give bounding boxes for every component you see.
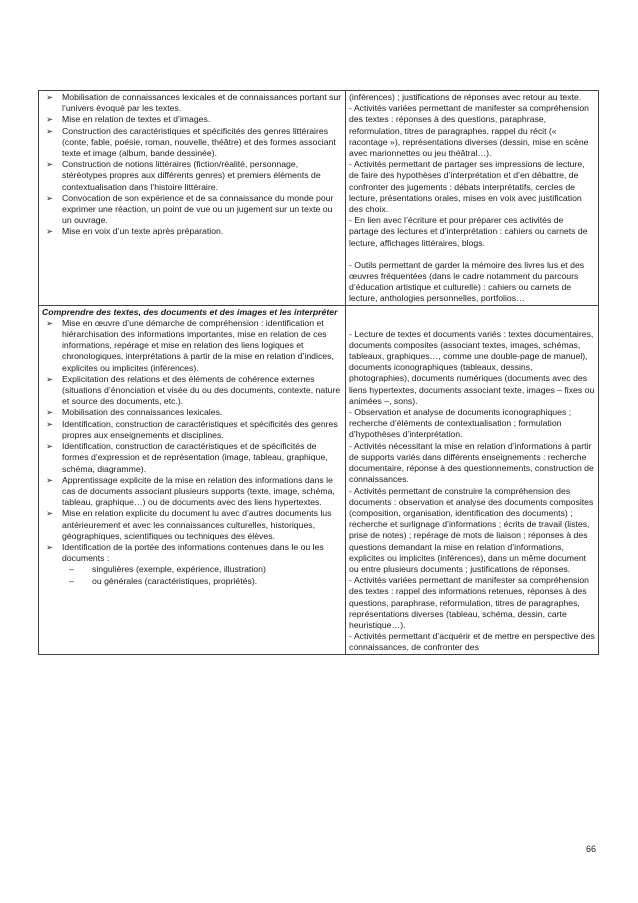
programme-table [38, 90, 599, 655]
activity-paragraph: - Activités permettant d’acquérir et de mettre en perspective des connaissances, de confronter des [349, 631, 595, 653]
dash-sublist [62, 564, 342, 586]
arrow-bullet-icon: ➢ [46, 114, 54, 125]
row1-bullet-list [42, 92, 342, 238]
list-item: – ou générales (caractéristiques, propriétés). [69, 575, 258, 586]
list-item: ➢ Explicitation des relations et des éléments de cohérence externes (situations d’énonciation et visée du ou des documents, contexte, nature et source des documents, etc.). [46, 373, 341, 407]
list-item: ➢ Identification, construction de caractéristiques et spécificités des genres propres aux enseignements et disciplines. [46, 418, 338, 440]
list-item: – singulières (exemple, expérience, illustration) [69, 564, 266, 575]
list-item: ➢ Mise en voix d’un texte après préparation. [46, 226, 224, 237]
list-item: ➢ Construction de notions littéraires (fiction/réalité, personnage, stéréotypes propres aux différents genres) et premiers éléments de contextualisation dans l’histoire littéraire. [46, 159, 321, 192]
dash-bullet-icon: – [69, 575, 74, 586]
list-item: ➢ Construction des caractéristiques et spécificités des genres littéraires (conte, fable, poésie, roman, nouvelle, théâtre) et des formes associant texte et image (album, bande dessinée). [46, 125, 336, 159]
list-item: ➢ Mobilisation de connaissances lexicales et de connaissances portant sur l’univers évoqué par les textes. [46, 92, 342, 114]
activity-paragraph: - Lecture de textes et documents variés : textes documentaires, documents composites (associant textes, images, schémas, tableaux, graphiques…, comme une double-page de manuel), documents iconographiques (tableaux, dessins, photographies), documents numériques (documents avec des liens hypertextes, documents associant texte, images – fixes ou animées –, sons). [349, 328, 595, 406]
row1-right-cell [346, 91, 599, 306]
activity-paragraph: - Observation et analyse de documents iconographiques ; recherche d’éléments de contextualisation ; formulation d’hypothèses d’interprétation. [349, 407, 572, 440]
list-item: ➢ Convocation de son expérience et de sa connaissance du monde pour exprimer une réaction, un point de vue ou un jugement sur un texte ou un ouvrage. [46, 192, 334, 226]
arrow-bullet-icon: ➢ [46, 474, 54, 485]
arrow-bullet-icon: ➢ [46, 192, 54, 203]
row2-bullet-list [42, 318, 342, 587]
paragraph-spacer [349, 307, 595, 329]
list-item: ➢ Mobilisation des connaissances lexicales. [46, 407, 223, 418]
paragraph-spacer [349, 249, 595, 260]
table-row-2 [39, 305, 599, 654]
row2-left-cell [39, 305, 346, 654]
activity-paragraph: (inférences) ; justifications de réponses avec retour au texte. [349, 92, 582, 102]
activity-paragraph: - Outils permettant de garder la mémoire des livres lus et des œuvres fréquentées (dans le cadre notamment du parcours d’éducation artistique et culturelle) : cahiers ou carnets de lecture, anthologies personnelles, portfolios… [349, 259, 585, 304]
arrow-bullet-icon: ➢ [46, 159, 54, 170]
arrow-bullet-icon: ➢ [46, 317, 54, 328]
list-item: ➢ Identification de la portée des informations contenues dans le ou les documents : – singulières (exemple, expérience, illustration) – ou générales (caractéristiques, propriétés). [42, 542, 342, 587]
arrow-bullet-icon: ➢ [46, 508, 54, 519]
row1-left-cell [39, 91, 346, 306]
list-item: ➢ Identification, construction de caractéristiques et de spécificités de formes d’expression et de représentation (image, tableau, graphique, schéma, diagramme). [46, 441, 328, 474]
row2-right-cell [346, 305, 599, 654]
arrow-bullet-icon: ➢ [46, 226, 54, 237]
arrow-bullet-icon: ➢ [46, 407, 54, 418]
arrow-bullet-icon: ➢ [46, 373, 54, 384]
list-item: ➢ Mise en œuvre d’une démarche de compréhension : identification et hiérarchisation des informations importantes, mise en relation de ces informations, repérage et mise en relation des liens logiques et chronologiques, interprétations à partir de la mise en relation d’indices, explicites ou implicites (inférences). [46, 317, 334, 373]
activity-paragraph: - Activités permettant de construire la compréhension des documents : observation et analyse des documents composites (composition, organisation, identification des documents) ; recherche et surlignage d’informations ; écrits de travail (listes, prise de notes) ; repérage de mots de liaison ; réponses à des questions demandant la mise en relation d’informations, explicites ou implicites (inférences), dans un même document ou entre plusieurs documents ; justifications de réponses. [349, 485, 594, 574]
section-title: Comprendre des textes, des documents et des images et les interpréter [42, 306, 338, 317]
page-number: 66 [586, 844, 597, 854]
arrow-bullet-icon: ➢ [46, 92, 54, 102]
list-item: ➢ Mise en relation explicite du document lu avec d’autres documents lus antérieurement et avec les connaissances culturelles, historiques, géographiques, scientifiques ou techniques des élèves. [46, 508, 332, 541]
activity-paragraph: - Activités permettant de partager ses impressions de lecture, de faire des hypothèses d’interprétation et d’en débattre, de confronter des jugements : débats interprétatifs, cercles de lecture, présentations orales, mises en voix avec justification des choix. [349, 159, 585, 215]
arrow-bullet-icon: ➢ [46, 418, 54, 429]
list-item: ➢ Mise en relation de textes et d’images. [46, 114, 211, 125]
arrow-bullet-icon: ➢ [46, 541, 54, 552]
table-row-1 [39, 91, 599, 306]
activity-paragraph: - En lien avec l’écriture et pour préparer ces activités de partage des lectures et d’interprétation : cahiers ou carnets de lecture, affichages littéraires, blogs. [349, 215, 588, 248]
dash-bullet-icon: – [69, 564, 74, 575]
activity-paragraph: - Activités variées permettant de manifester sa compréhension des textes : réponses à des questions, paraphrase, reformulation, titres de paragraphes, rappel du récit (« racontage »), représentations diverses (dessin, mise en scène avec marionnettes ou jeu théâtral…). [349, 103, 589, 159]
list-item: ➢ Apprentissage explicite de la mise en relation des informations dans le cas de documents associant plusieurs supports (texte, image, schéma, tableau, graphique…) ou de documents avec des liens hypertextes. [46, 474, 335, 508]
activity-paragraph: - Activités variées permettant de manifester sa compréhension des textes : rappel des informations retenues, réponses à des questions, paraphrase, reformulation, titres de paragraphes, représentations diverses (tableau, schéma, dessin, carte heuristique…). [349, 575, 589, 630]
arrow-bullet-icon: ➢ [46, 441, 54, 452]
arrow-bullet-icon: ➢ [46, 125, 54, 136]
activity-paragraph: - Activités nécessitant la mise en relation d’informations à partir de supports variés dans différents enseignements : recherche documentaire, réponse à des questionnements, construction de connaissances. [349, 440, 594, 485]
